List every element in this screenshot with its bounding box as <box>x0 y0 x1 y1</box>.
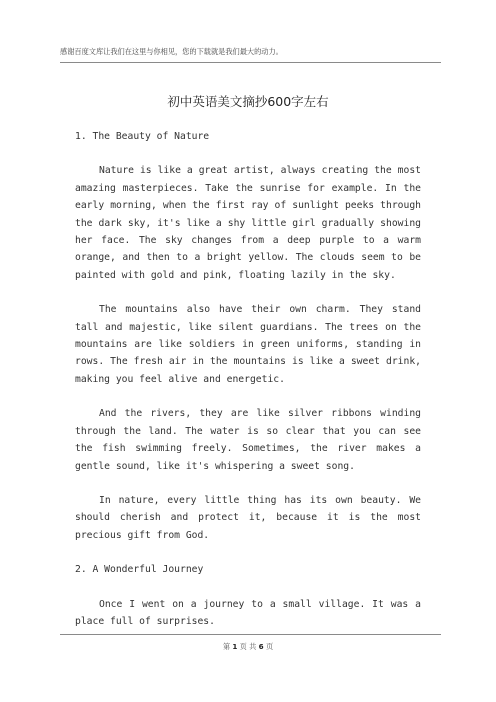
paragraph: And the rivers, they are like silver ribbons winding through the land. The water is so clear that you can see the fish swimming freely. Sometimes, the river makes a gentle sound, like it's whispering a sweet song. <box>75 408 421 472</box>
footer-suffix: 页 <box>265 642 274 651</box>
paragraph: The mountains also have their own charm. They stand tall and majestic, like silent guardians. The trees on the mountains are like soldiers in green uniforms, standing in rows. The fresh air in the mountains is like a sweet drink, making you feel alive and energetic. <box>75 304 421 385</box>
footer-divider <box>60 634 441 635</box>
section-heading-1: 1. The Beauty of Nature <box>75 131 210 142</box>
footer-middle: 页 共 <box>239 642 257 651</box>
paragraph: Once I went on a journey to a small village. It was a place full of surprises. <box>75 598 421 627</box>
paragraph: In nature, every little thing has its own beauty. We should cherish and protect it, because it is the most precious gift from God. <box>75 494 421 541</box>
current-page-number: 1 <box>232 642 238 651</box>
section-heading-2: 2. A Wonderful Journey <box>75 564 204 576</box>
document-body <box>75 128 421 647</box>
document-title: 初中英语美文摘抄600字左右 <box>167 94 329 109</box>
footer-prefix: 第 <box>222 642 231 651</box>
header-divider <box>60 62 441 63</box>
page-footer <box>0 642 496 652</box>
total-page-count: 6 <box>258 642 264 651</box>
paragraph: Nature is like a great artist, always creating the most amazing masterpieces. Take the sunrise for example. In the early morning, when the first ray of sunlight peeks through the dark sky, it's like a shy little girl gradually showing her face. The sky changes from a deep purple to a warm orange, and then to a bright yellow. The clouds seem to be painted with gold and pink, floating lazily in the sky. <box>75 165 421 281</box>
page-header: 感谢百度文库让我们在这里与你相见，您的下载就是我们最大的动力。 <box>60 47 283 56</box>
